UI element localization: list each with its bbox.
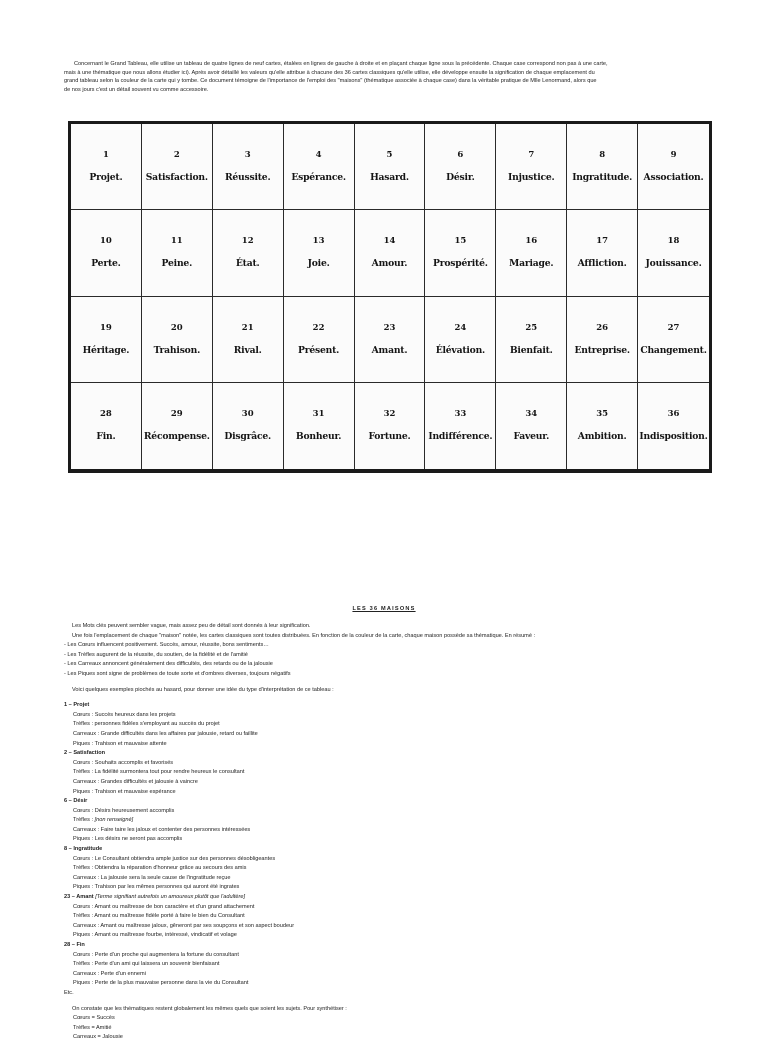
house-number: 33 [454,409,467,420]
intro-paragraph [64,60,704,95]
line-text: Cœurs = Succès [73,1015,115,1022]
line-text: Trèfles : personnes fidèles s'employant au succès du projet [73,721,220,728]
house-number: 31 [312,409,325,420]
text-line [64,835,714,845]
line-text: Carreaux : La jalousie sera la seule cause de l'ingratitude reçue [73,874,231,881]
text-line [64,979,714,989]
house-keyword: Désir. [446,172,475,184]
house-cell [355,297,426,383]
line-text: Trèfles : La fidélité surmontera tout pour rendre heureux le consultant [73,769,245,776]
text-line [64,874,714,884]
text-line [64,670,714,680]
house-cell [71,210,142,296]
house-keyword: Fortune. [368,431,411,443]
house-number: 11 [170,236,183,247]
house-cell [213,210,284,296]
house-cell [425,210,496,296]
section-title: LES 36 MAISONS [352,606,416,612]
house-number: 2 [173,150,180,161]
house-cell [355,124,426,210]
line-text: Cœurs : Souhaits accomplis et favorisés [73,759,174,766]
house-number: 34 [525,409,538,420]
line-text: - Les Cœurs influencent positivement. Succès, amour, réussite, bons sentiments… [64,642,269,649]
text-line [64,632,714,642]
house-cell [638,124,709,210]
house-cell [425,297,496,383]
text-line [64,740,714,750]
line-text: Carreaux : Grandes difficultés et jalousie à vaincre [73,778,198,785]
line-text: Cœurs : Désirs heureusement accomplis [73,807,175,814]
house-number: 15 [454,236,467,247]
text-line [64,1014,714,1024]
house-number: 24 [454,322,467,333]
house-keyword: Récompense. [143,431,210,443]
line-text: 6 – Désir [64,798,88,805]
house-cell [425,124,496,210]
house-number: 18 [667,236,680,247]
text-line [64,931,714,941]
house-number: 8 [599,150,606,161]
house-keyword: Élévation. [435,344,486,356]
house-keyword: Ingratitude. [572,172,633,184]
house-heading [64,749,714,759]
text-line [64,768,714,778]
line-text: 8 – Ingratitude [64,846,103,853]
intro-line: de nos jours c'est un détail souvent vu comme accessoire. [64,87,209,94]
house-heading [64,941,714,951]
house-cell [638,383,709,469]
line-text: Cœurs : Amant ou maîtresse de bon caractère et d'un grand attachement [73,903,255,910]
house-cell [213,124,284,210]
house-cell [71,297,142,383]
house-keyword: Ambition. [577,431,627,443]
italic-note: [Terme signifiant autrefois un amoureux plutôt que l'adultère] [95,894,246,901]
house-number: 7 [528,150,535,161]
house-cell [213,383,284,469]
house-keyword: Espérance. [291,172,346,184]
house-cell [638,210,709,296]
text-line [64,660,714,670]
line-text: Une fois l'emplacement de chaque "maison" notée, les cartes classiques sont toutes distribuées. En fonction de la couleur de la carte, chaque maison possède sa thématique. En résumé : [72,632,536,639]
house-cell [284,297,355,383]
text-line [64,903,714,913]
house-keyword: Réussite. [224,172,271,184]
house-number: 16 [525,236,538,247]
house-number: 4 [315,150,322,161]
house-cell [496,297,567,383]
house-cell [355,383,426,469]
body-text [64,622,714,1043]
house-number: 22 [312,322,325,333]
intro-line: mais à une thématique que nous allons étudier ici). Après avoir détaillé les valeurs qu'elle attribue à chacune des 36 cartes classiques qu'elle utilise, elle développe ensuite la signification de chaque emplacement du [64,69,595,76]
house-number: 17 [596,236,609,247]
house-keyword: Amour. [371,258,408,270]
line-text: Carreaux : Faire taire les jaloux et contenter des personnes intéressées [73,826,251,833]
house-number: 19 [100,322,112,333]
line-text: Les Mots clés peuvent sembler vague, mais assez peu de détail sont donnés à leur signification. [72,623,311,629]
house-keyword: Entreprise. [574,344,630,356]
line-text: - Les Carreaux annoncent généralement des difficultés, des retards ou de la jalousie [64,661,273,668]
text-line [64,788,714,798]
house-cell [142,210,213,296]
text-line [64,622,714,632]
house-heading [64,797,714,807]
house-cell [567,210,638,296]
house-number: 27 [667,322,680,333]
line-text: - Les Piques sont signe de problèmes de toute sorte et d'ombres diverses, toujours négatifs [64,670,291,677]
line-text: Piques : Perte de la plus mauvaise personne dans la vie du Consultant [73,980,249,987]
text-line [64,816,714,826]
intro-line: Concernant le Grand Tableau, elle utilise un tableau de quatre lignes de neuf cartes, étalées en lignes de gauche à droite et en plaçant chaque ligne sous la précédente. Chaque case correspond non pas à une carte, [74,61,608,67]
line-text: Piques : Trahison et mauvaise espérance [73,788,176,795]
line-text: Cœurs : Succès heureux dans les projets [73,711,176,718]
text-line [64,720,714,730]
house-number: 20 [170,322,183,333]
house-number: 29 [170,409,183,420]
house-number: 6 [457,150,464,161]
house-number: 9 [670,150,677,161]
house-number: 35 [596,409,609,420]
text-line [64,730,714,740]
house-number: 21 [241,322,254,333]
house-cell [567,124,638,210]
house-keyword: Perte. [91,258,121,270]
house-number: 3 [244,150,251,161]
italic-note: [non renseigné] [94,817,134,824]
house-cell [213,297,284,383]
house-number: 32 [383,409,396,420]
house-number: 10 [100,236,112,247]
house-cell [638,297,709,383]
house-cell [284,383,355,469]
house-keyword: Présent. [298,344,340,356]
line-text: Carreaux = Jalousie [73,1034,123,1041]
text-line [64,651,714,661]
house-number: 12 [241,236,254,247]
text-line [64,864,714,874]
house-cell [567,383,638,469]
line-text: Carreaux : Perte d'un ennemi [73,970,146,977]
house-keyword: Amant. [371,344,408,356]
line-text: Piques : Amant ou maîtresse fourbe, intéressé, vindicatif et volage [73,932,237,939]
house-number: 1 [102,150,109,161]
house-number: 13 [312,236,325,247]
house-number: 23 [383,322,396,333]
line-text: Trèfles = Amitié [73,1024,112,1031]
text-line [64,855,714,865]
line-text: 2 – Satisfaction [64,750,106,757]
house-keyword: Bonheur. [295,431,342,443]
line-text: Trèfles : Amant ou maîtresse fidèle porté à faire le bien du Consultant [73,913,245,920]
house-keyword: Indifférence. [428,431,493,443]
house-cell [142,297,213,383]
text-line [64,826,714,836]
line-text: - Les Trèfles augurent de la réussite, du soutien, de la fidélité et de l'amitié [64,651,248,658]
line-text: Carreaux : Amant ou maîtresse jaloux, gêneront par ses soupçons et son aspect boudeur [73,922,295,929]
house-keyword: Bienfait. [509,344,553,356]
house-keyword: Satisfaction. [145,172,208,184]
house-heading [64,893,714,903]
house-cell [496,124,567,210]
house-number: 36 [667,409,680,420]
intro-line: grand tableau selon la couleur de la carte qui y tombe. Ce document témoigne de l'importance de l'emploi des "maisons" (thématique associée à chaque case) dans la véritable pratique de Mlle Lenormand, alors que [64,78,597,85]
line-text: Piques : Les désirs ne seront pas accomplis [73,836,183,843]
house-number: 14 [383,236,396,247]
house-keyword: Injustice. [508,172,555,184]
house-keyword: État. [235,258,260,270]
house-cell [142,383,213,469]
house-cell [71,383,142,469]
house-cell [284,124,355,210]
house-keyword: Indisposition. [639,431,708,443]
house-heading [64,701,714,711]
line-text: Voici quelques exemples piochés au hasard, pour donner une idée du type d'interprétation de ce tableau : [72,686,334,693]
text-line [64,1005,714,1015]
house-keyword: Faveur. [513,431,550,443]
house-number: 26 [596,322,609,333]
line-text: 1 – Projet [64,702,90,709]
line-text: 23 – Amant [64,894,96,901]
house-cell [355,210,426,296]
line-text: Etc. [64,989,74,996]
grand-tableau-grid [68,121,712,473]
text-line [64,970,714,980]
house-keyword: Peine. [161,258,193,270]
text-line [64,912,714,922]
house-cell [496,383,567,469]
house-keyword: Changement. [640,344,707,356]
house-number: 25 [525,322,538,333]
text-line [64,989,714,999]
text-line [64,686,714,696]
line-text: Trèfles : Perte d'un ami qui laissera un souvenir bienfaisant [73,961,220,968]
line-text: Piques : Trahison et mauvaise attente [73,740,167,747]
text-line [64,807,714,817]
house-number: 30 [241,409,254,420]
house-number: 28 [100,409,112,420]
line-text: Piques : Trahison par les mêmes personnes qui auront été ingrates [73,884,240,891]
house-keyword: Projet. [89,172,123,184]
house-cell [284,210,355,296]
house-cell [71,124,142,210]
house-keyword: Disgrâce. [224,431,272,443]
line-text: Carreaux : Grande difficultés dans les affaires par jalousie, retard ou faillite [73,730,258,737]
house-keyword: Trahison. [153,344,201,356]
house-keyword: Prospérité. [433,258,488,270]
house-cell [496,210,567,296]
text-line [64,951,714,961]
line-text: On constate que les thématiques restent globalement les mêmes quels que soient les sujets. Pour synthétiser : [72,1005,347,1012]
house-keyword: Affliction. [577,258,627,270]
text-line [64,960,714,970]
text-line [64,1033,714,1043]
text-line [64,711,714,721]
text-line [64,778,714,788]
house-keyword: Association. [643,172,704,184]
house-cell [567,297,638,383]
house-keyword: Héritage. [82,344,130,356]
house-keyword: Jouissance. [645,258,702,270]
text-line [64,759,714,769]
text-line [64,922,714,932]
house-heading [64,845,714,855]
text-line [64,1024,714,1034]
house-cell [425,383,496,469]
line-text: Trèfles : [73,817,95,824]
house-keyword: Joie. [307,258,330,270]
text-line [64,883,714,893]
line-text: Cœurs : Le Consultant obtiendra ample justice sur des personnes désobligeantes [73,855,276,862]
line-text: Trèfles : Obtiendra la réparation d'honneur grâce au secours des amis [73,865,247,872]
text-line [64,641,714,651]
house-cell [142,124,213,210]
house-keyword: Mariage. [509,258,554,270]
house-keyword: Fin. [96,431,116,443]
house-number: 5 [386,150,393,161]
line-text: Cœurs : Perte d'un proche qui augmentera la fortune du consultant [73,951,239,958]
line-text: 28 – Fin [64,942,85,948]
house-keyword: Rival. [233,344,262,356]
house-keyword: Hasard. [370,172,409,184]
